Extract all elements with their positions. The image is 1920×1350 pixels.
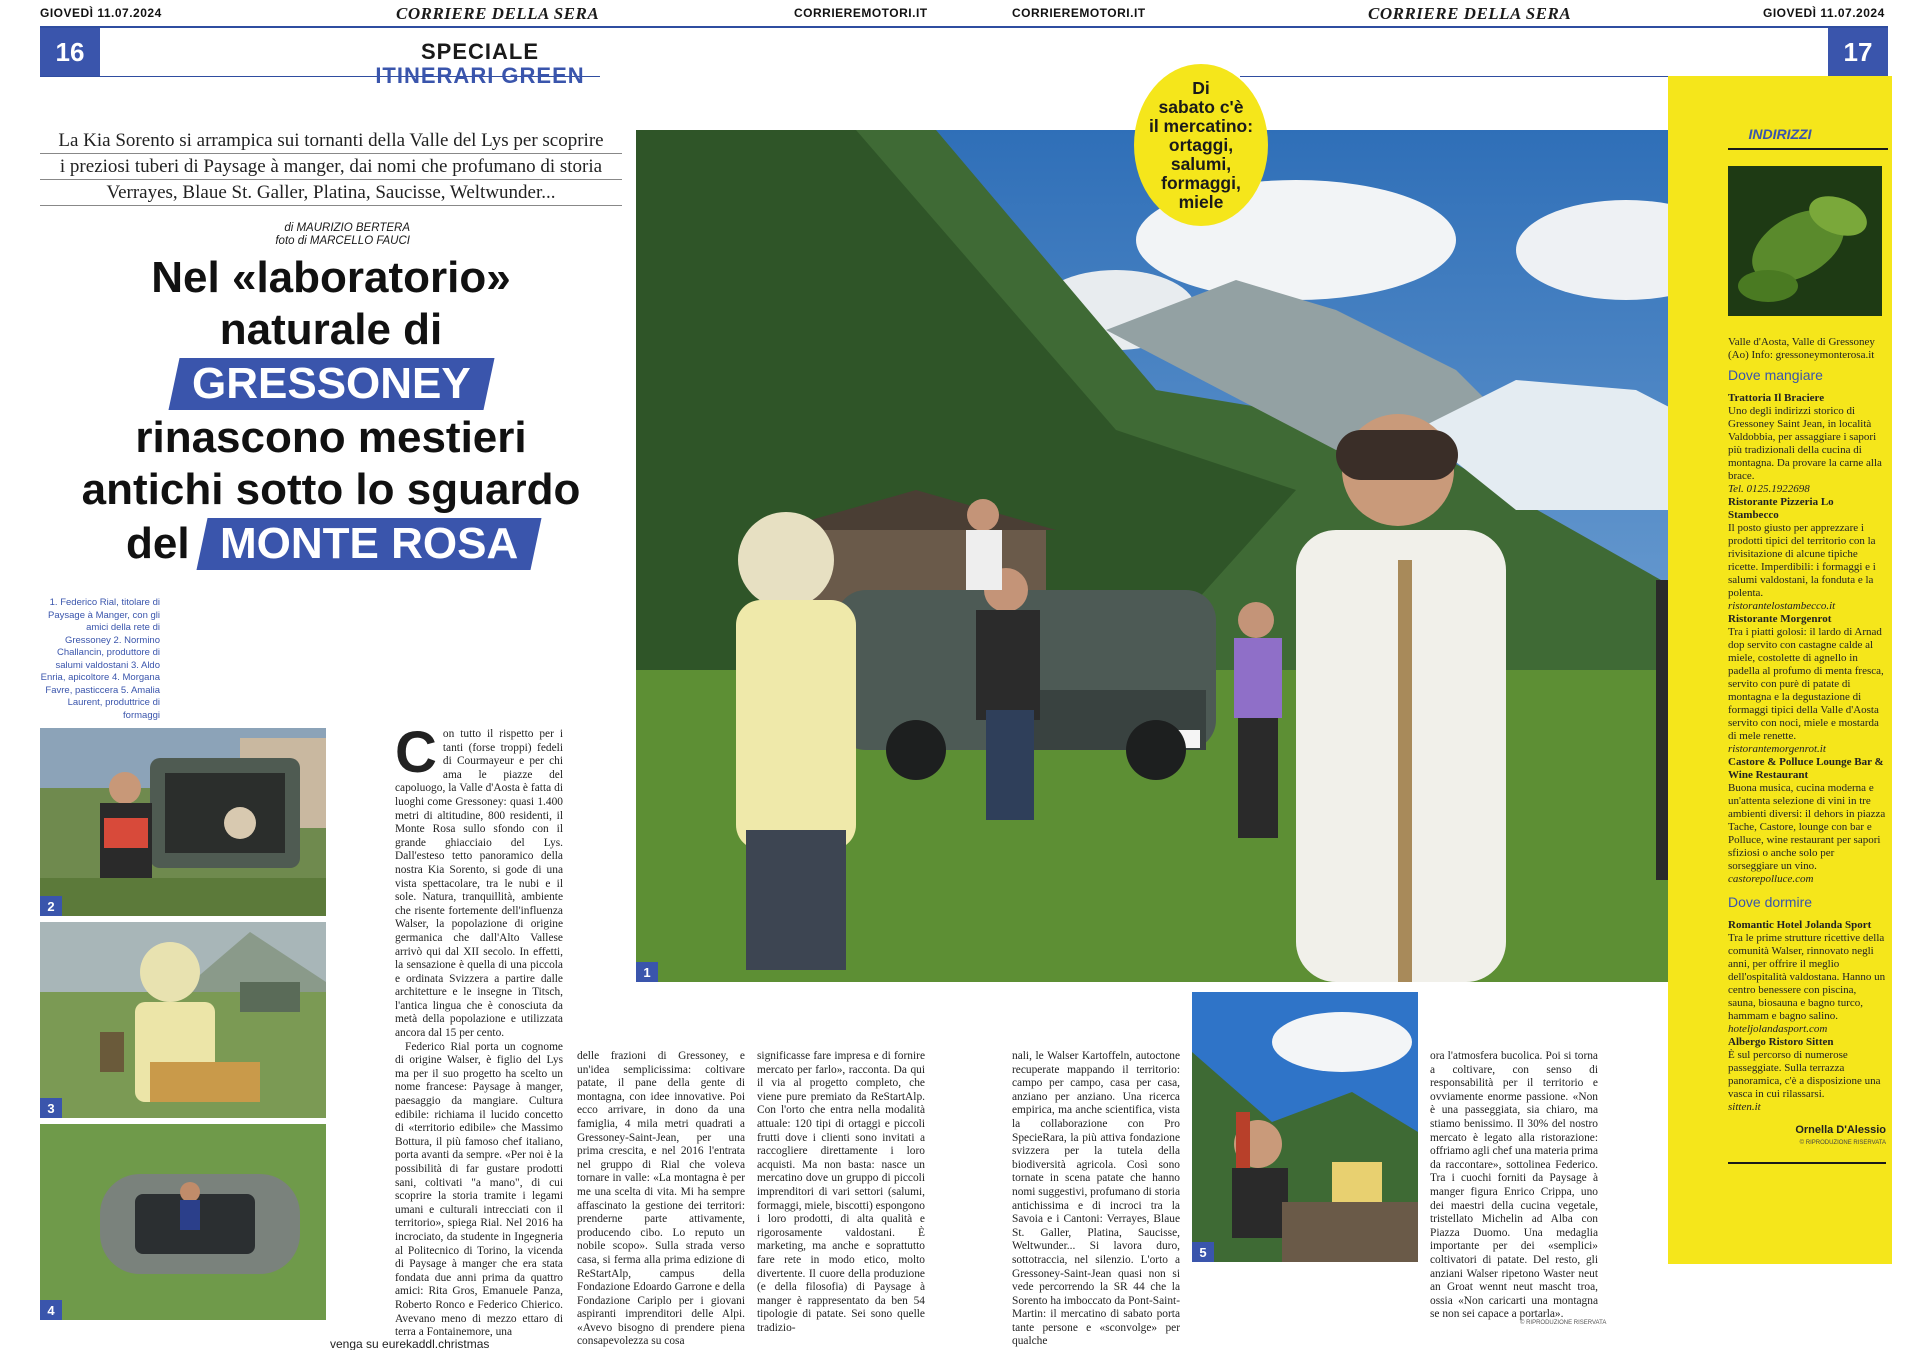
bubble-line: ortaggi, bbox=[1168, 134, 1234, 155]
article-column-5 bbox=[1430, 1050, 1598, 1320]
section-label bbox=[360, 40, 600, 88]
mercatino-bubble bbox=[1134, 64, 1268, 226]
headline-highlight bbox=[196, 518, 541, 570]
photo-2-image bbox=[40, 728, 326, 916]
right-date: GIOVEDÌ 11.07.2024 bbox=[1763, 6, 1885, 20]
headline-line: Nel «laboratorio» bbox=[151, 253, 511, 302]
byline-photo: foto di MARCELLO FAUCI bbox=[275, 235, 410, 247]
paragraph: on tutto il rispetto per i tanti (forse troppi) fedeli di Courmayeur e per chi ama le piazze del capoluogo, la Valle d'Aosta è fatta di luoghi come Gressoney: quasi 1.400 metri di altitudine, 800 residenti, il Monte Rosa sullo sfondo con il grande ghiacciaio del Lys. Dall'esteso tetto panoramico della nostra Kia Sorento, si gode di una vista spettacolare, tra le nubi e il sole. Natura, tranquillità, ambiente che risente fortemente dell'influenza Walser, la popolazione di origine germanica che dall'Alto Vallese arrivò qui dal XII secolo. In effetti, la sensazione è quella di una piccola e ordinata Svizzera a partire dalle architetture e le insegne in Titsch, l'antica lingua che è conosciuta da metà della popolazione e utilizzata ancora dal 15 per cento. bbox=[395, 728, 563, 1040]
venue-info: hoteljolandasport.com bbox=[1728, 1023, 1828, 1035]
venue-name: Ristorante Morgenrot bbox=[1728, 613, 1832, 625]
bubble-line: sabato c'è bbox=[1158, 96, 1244, 117]
sidebar-copyright: © RIPRODUZIONE RISERVATA bbox=[1799, 1140, 1886, 1146]
main-photo-image bbox=[636, 130, 1714, 982]
bubble-line: salumi, bbox=[1170, 153, 1232, 174]
venue-name: Albergo Ristoro Sitten bbox=[1728, 1036, 1834, 1048]
photo-4-image bbox=[40, 1124, 326, 1320]
headline-highlight-text: GRESSONEY bbox=[191, 359, 471, 408]
right-masthead: CORRIERE DELLA SERA bbox=[1368, 4, 1572, 23]
venue-name: Castore & Polluce Lounge Bar & Wine Restaurant bbox=[1728, 756, 1884, 781]
photo-number: 5 bbox=[1192, 1242, 1214, 1262]
byline bbox=[200, 222, 410, 248]
dropcap: C bbox=[395, 720, 437, 785]
sidebar-intro: Valle d'Aosta, Valle di Gressoney (Ao) Info: gressoneymonterosa.it bbox=[1728, 336, 1875, 361]
venue-info: ristorantelostambecco.it bbox=[1728, 600, 1836, 612]
venue-text: È sul percorso di numerose passeggiate. Sulla terrazza panoramica, c'è a disposizione una vasca in cui rilassarsi. bbox=[1728, 1049, 1881, 1100]
venue-text: Uno degli indirizzi storico di Gressoney Saint Jean, in località Valdobbia, per assaggiare i sapori più tradizionali della cucina di montagna. Da provare la carne alla brace. bbox=[1728, 405, 1882, 482]
article-column-1 bbox=[395, 720, 563, 1339]
photo-3-image bbox=[40, 922, 326, 1118]
main-photo bbox=[636, 130, 1714, 982]
sidebar-signature: Ornella D'Alessio bbox=[1795, 1124, 1886, 1136]
sidebar-title-rule bbox=[1728, 148, 1888, 150]
photo-5-image bbox=[1192, 992, 1418, 1262]
venue-name: Romantic Hotel Jolanda Sport bbox=[1728, 919, 1872, 931]
paragraph: delle frazioni di Gressoney, e un'idea semplicissima: coltivare patate, il pane della gente di montagna, con idee innovative. Poi ecco arrivare, in dono da una famiglia, 4 mila metri quadrati a Gressoney-Saint-Jean, per una prima crescita, e nel 2016 l'entrata nel gruppo di Rial che voleva tornare in valle: «La montagna è per me una scelta di vita. Mi ha sempre affascinato la gestione dei territori: prenderne parte attivamente, producendo cibo. Lo reputo un nobile scopo». Sulla strada verso casa, si ferma alla prima edizione di ReStartAlp, campus della Fondazione Edoardo Garrone e della Fondazione Cariplo per i giovani aspiranti imprenditori delle Alpi. «Avevo bisogno di prendere piena consapevolezza su cosa bbox=[577, 1050, 745, 1348]
bubble-line: miele bbox=[1178, 191, 1224, 212]
deck-line: i preziosi tuberi di Paysage à manger, dai nomi che profumano di storia bbox=[40, 154, 622, 180]
sidebar-photo-image bbox=[1728, 166, 1882, 316]
sidebar-content bbox=[1728, 336, 1886, 1276]
headline-line: del bbox=[125, 519, 190, 568]
heading-dove-mangiare: Dove mangiare bbox=[1728, 367, 1823, 383]
paragraph: significasse fare impresa e di fornire mercato per farlo», racconta. Da qui il via al progetto completo, che viene pure premiato da ReStartAlp. Con l'orto che entra nella modalità attuale: 120 tipi di ortaggi e piccoli frutti dove i clienti sono invitati a raccogliere direttamente i loro acquisti. Ma non basta: nasce un mercatino dove un gruppo di piccoli imprenditori di vari settori (salumi, formaggi, miele, biscotti) espongono i loro prodotti, di alta qualità e rigorosamente valdostani. È marketing, ma anche e soprattutto fare rete in modo etico, molto divertente. Il cuore della produzione (e della filosofia) di Paysage à manger è rappresentato da ben 54 tipologie di patate. Sei sono quelle tradizio- bbox=[757, 1050, 925, 1334]
sidebar-photo bbox=[1728, 166, 1882, 316]
left-date: GIOVEDÌ 11.07.2024 bbox=[40, 6, 162, 20]
venue-text: Buona musica, cucina moderna e un'attenta selezione di vini in tre ambienti diversi: il dehors in piazza Tache, Castore, lounge con bar e Polluce, wine restaurant per sapori sfiziosi o anche solo per sorseggiare un vino. bbox=[1728, 782, 1886, 872]
sidebar-indirizzi bbox=[1668, 76, 1892, 1264]
left-masthead: CORRIERE DELLA SERA bbox=[396, 4, 600, 23]
page-number-right: 17 bbox=[1828, 28, 1888, 76]
venue-info: Tel. 0125.1922698 bbox=[1728, 483, 1810, 495]
deck-line: Verrayes, Blaue St. Galler, Platina, Saucisse, Weltwunder... bbox=[40, 180, 622, 206]
headline-highlight bbox=[168, 358, 494, 410]
sidebar-bottom-rule bbox=[1728, 1162, 1886, 1164]
article-deck bbox=[40, 128, 622, 206]
venue-info: ristorantemorgenrot.it bbox=[1728, 743, 1826, 755]
venue-text: Tra i piatti golosi: il lardo di Arnad dop servito con castagne calde al miele, costolette di agnello in padella al profumo di menta fresca, servito con purè di patate di montagna e la degustazione di formaggi tipici della Valle d'Aosta servito con noci, miele e mostarda di mele renette. bbox=[1728, 626, 1884, 742]
bubble-line: Di bbox=[1192, 77, 1210, 98]
photo-captions: 1. Federico Rial, titolare di Paysage à Manger, con gli amici della rete di Gressoney 2. Normino Challancin, produttore di salumi valdostani 3. Aldo Enria, apicoltore 4. Morgana Favre, pasticcera 5. Amalia Laurent, produttrice di formaggi bbox=[40, 597, 160, 721]
venue-name: Ristorante Pizzeria Lo Stambecco bbox=[1728, 496, 1834, 521]
copyright-note: © RIPRODUZIONE RISERVATA bbox=[1520, 1320, 1607, 1326]
left-url: CORRIEREMOTORI.IT bbox=[794, 6, 928, 20]
footer-note: venga su eurekaddl.christmas bbox=[330, 1337, 490, 1350]
article-column-2 bbox=[577, 1050, 745, 1348]
article-column-4 bbox=[1012, 1050, 1180, 1348]
section-subtitle: ITINERARI GREEN bbox=[375, 63, 585, 88]
headline-line: antichi sotto lo sguardo bbox=[81, 465, 581, 514]
photo-number: 1 bbox=[636, 962, 658, 982]
right-url: CORRIEREMOTORI.IT bbox=[1012, 6, 1146, 20]
heading-dove-dormire: Dove dormire bbox=[1728, 894, 1813, 910]
venue-text: Tra le prime strutture ricettive della comunità Walser, rinnovato negli anni, per offrire il meglio dell'ospitalità valdostana. Hanno un centro benessere con piscina, sauna, biosauna e bagno turco, hammam e bagno salino. bbox=[1728, 932, 1886, 1022]
bubble-line: il mercatino: bbox=[1148, 115, 1254, 136]
photo-number: 2 bbox=[40, 896, 62, 916]
photo-5 bbox=[1192, 992, 1418, 1262]
bubble-line: formaggi, bbox=[1161, 172, 1241, 193]
deck-line: La Kia Sorento si arrampica sui tornanti della Valle del Lys per scoprire bbox=[40, 128, 622, 154]
photo-number: 4 bbox=[40, 1300, 62, 1320]
paragraph: ora l'atmosfera bucolica. Poi si torna a coltivare, con senso di responsabilità per il territorio e ovviamente enorme passione. «Non è una passeggiata, sia chiaro, ma stiamo benissimo. Il 30% del nostro mercato è legato alla ristorazione: offriamo agli chef una materia prima da raccontare», sottolinea Federico. Tra i cuochi forniti da Paysage à manger figura Enrico Crippa, uno dei maestri della cucina vegetale, tristellato Michelin ad Alba con Piazza Duomo. Una medaglia importante per dei «semplici» coltivatori di patate. Del resto, gli anziani Walser ripetono Waster neut an Groat wennt neut mascht troa, ossia «Non caricarti una montagna se non sei capace a portarla». bbox=[1430, 1050, 1598, 1321]
photo-number: 3 bbox=[40, 1098, 62, 1118]
headline bbox=[40, 252, 622, 572]
headline-highlight-text: MONTE ROSA bbox=[219, 519, 519, 568]
top-rule bbox=[40, 26, 1888, 28]
venue-info: sitten.it bbox=[1728, 1101, 1761, 1113]
venue-name: Trattoria Il Braciere bbox=[1728, 392, 1825, 404]
section-title: SPECIALE bbox=[420, 39, 540, 64]
venue-text: Il posto giusto per apprezzare i prodotti tipici del territorio con la rivisitazione di alcune tipiche ricette. Imperdibili: i formaggi e i salumi valdostani, la fonduta e la polenta. bbox=[1728, 522, 1876, 599]
article-column-3 bbox=[757, 1050, 925, 1334]
headline-line: rinascono mestieri bbox=[135, 413, 527, 462]
paragraph: nali, le Walser Kartoffeln, autoctone recuperate mappando il territorio: campo per campo, casa per casa, anziano per anziano. Una ricerca empirica, ma anche scientifica, vista la collaborazione con Pro SpecieRara, la più attiva fondazione svizzera per la tutela della biodiversità agricola. Così sono tornate in scena patate che hanno nomi suggestivi, profumano di storia antichissima e di incroci tra la Savoia e i Cantoni: Verrayes, Blaue St. Galler, Platina, Saucisse, Weltwunder... Si lavora duro, sottotraccia, nel silenzio. L'orto a Gressoney-Saint-Jean quasi non si vede percorrendo la SR 44 che la Sorento ha imboccato da Pont-Saint-Martin: il mercatino di sabato porta tante persone e «sconvolge» per qualche bbox=[1012, 1050, 1180, 1348]
photo-3 bbox=[40, 922, 326, 1118]
sidebar-title: INDIRIZZI bbox=[1748, 126, 1812, 142]
photo-4 bbox=[40, 1124, 326, 1320]
photo-2 bbox=[40, 728, 326, 916]
page-number-left: 16 bbox=[40, 28, 100, 76]
paragraph: Federico Rial porta un cognome di origine Walser, è figlio del Lys ma per il suo progetto ha scelto un nome francese: Paysage à manger, paesaggio da mangiare. Cultura edibile: richiama il lucido concetto di «territorio edibile» che Massimo Bottura, il più famoso chef italiano, porta avanti da sempre. «Per noi è la possibilità di far gustare prodotti sani, coltivati "a mano", di cui scoprire la storia tramite i legami umani e culturali intrecciati con il territorio», spiega Rial. Nel 2016 ha incrociato, da studente in Ingegneria al Politecnico di Torino, la vicenda di Paysage à manger che era stata fondata due anni prima da quattro amici: Rita Gros, Emanuele Panza, Roberto Ronco e Federico Chierico. Avevano meno di mezzo ettaro di terra a Fontainemore, una bbox=[395, 1040, 563, 1339]
headline-line: naturale di bbox=[219, 305, 443, 354]
byline-author: di MAURIZIO BERTERA bbox=[284, 222, 410, 234]
venue-info: castorepolluce.com bbox=[1728, 873, 1814, 885]
